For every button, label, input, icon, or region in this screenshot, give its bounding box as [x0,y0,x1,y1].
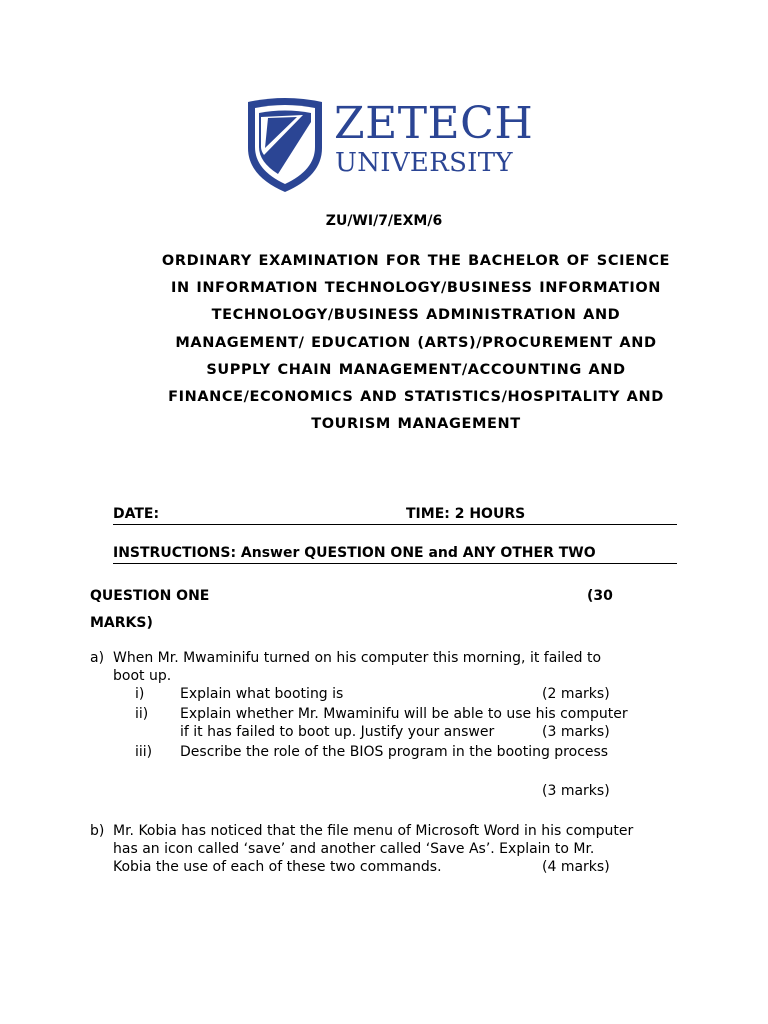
time-label: TIME: 2 HOURS [406,506,526,522]
sub-question-marks: (2 marks) [542,686,610,702]
part-b-text-line: Kobia the use of each of these two commands. [113,859,442,875]
sub-question-text: Explain whether Mr. Mwaminifu will be able to use his computer [180,706,628,722]
part-b-marks: (4 marks) [542,859,610,875]
sub-question-number: iii) [135,744,153,760]
part-a-text-line: When Mr. Mwaminifu turned on his computer this morning, it failed to [113,650,602,666]
part-b-text-line: Mr. Kobia has noticed that the file menu of Microsoft Word in his computer [113,823,634,839]
question-marks-start: (30 [587,588,613,604]
exam-title: ORDINARY EXAMINATION FOR THE BACHELOR OF SCIENCE IN INFORMATION TECHNOLOGY/BUSINESS INFORMATION TECHNOLOGY/BUSINESS ADMINISTRATION AND MANAGEMENT/ EDUCATION (ARTS)/PROCUREMENT AND SUPPLY CHAIN MANAGEMENT/ACCOUNTING AND FINANCE/ECONOMICS AND STATISTICS/HOSPITALITY AND TOURISM MANAGEMENT [161,253,671,433]
university-logo [244,96,534,196]
sub-question-number: ii) [135,706,149,722]
part-a-label: a) [90,650,105,666]
sub-question-marks: (3 marks) [542,724,610,740]
sub-question-text: if it has failed to boot up. Justify your answer [180,724,495,740]
part-b-text-line: has an icon called ‘save’ and another called ‘Save As’. Explain to Mr. [113,841,595,857]
shield-z-icon [244,96,326,194]
question-heading [90,583,630,631]
instructions: INSTRUCTIONS: Answer QUESTION ONE and ANY OTHER TWO [113,543,677,564]
question-title: QUESTION ONE [90,588,210,604]
logo-name: ZETECH [334,98,534,149]
sub-question-text: Describe the role of the BIOS program in the booting process [180,744,609,760]
question-marks-end: MARKS) [90,615,153,631]
part-b-label: b) [90,823,105,839]
date-time-row [113,504,677,525]
sub-question-number: i) [135,686,145,702]
part-a-text-line: boot up. [113,668,172,684]
exam-code: ZU/WI/7/EXM/6 [325,213,443,229]
sub-question-marks: (3 marks) [542,783,610,799]
logo-subtitle: UNIVERSITY [335,148,513,178]
date-label: DATE: [113,506,160,522]
sub-question-text: Explain what booting is [180,686,344,702]
